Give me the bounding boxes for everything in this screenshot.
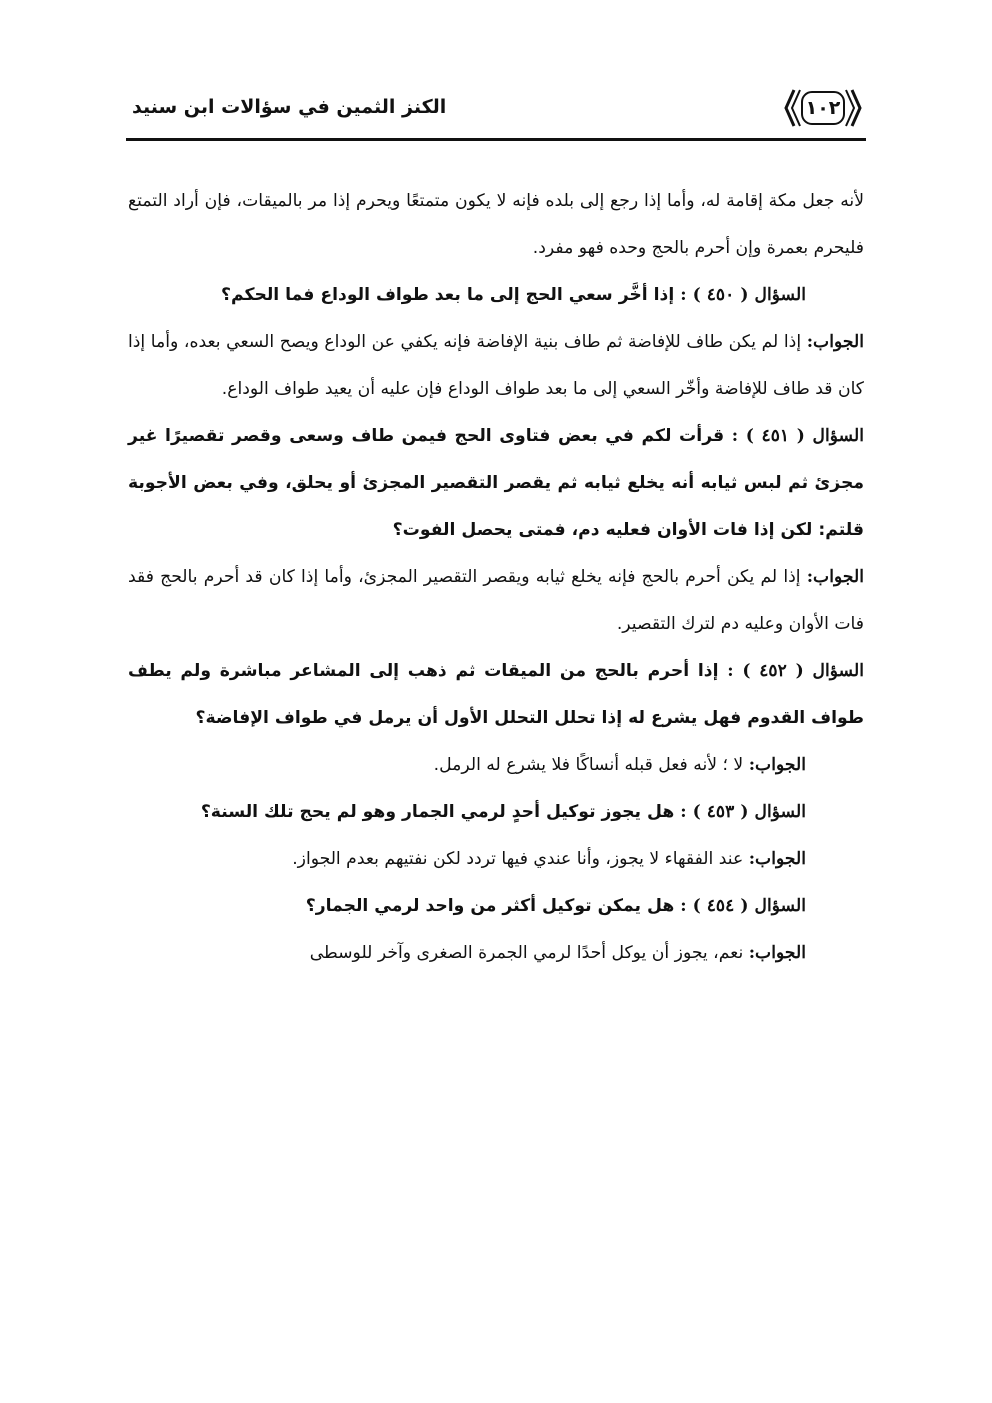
body-paragraph — [128, 178, 864, 272]
question-text: إذا أحرم بالحج من الميقات ثم ذهب إلى المشاعر مباشرة ولم يطف طواف القدوم فهل يشرع له إذا تحلل التحلل الأول أن يرمل في طواف الإفاضة؟ — [128, 661, 864, 728]
answer-text: إذا لم يكن طاف للإفاضة ثم طاف بنية الإفاضة فإنه يكفي عن الوداع ويصح السعي بعده، وأما إذا كان قد طاف للإفاضة وأخّر السعي إلى ما بعد طواف الوداع فإن عليه أن يعيد طواف الوداع. — [128, 332, 864, 399]
answer-454 — [128, 930, 864, 977]
header-divider — [126, 138, 866, 141]
question-text: هل يجوز توكيل أحدٍ لرمي الجمار وهو لم يحج تلك السنة؟ — [200, 802, 675, 822]
page-header — [126, 82, 866, 142]
page-content — [128, 178, 864, 977]
answer-label: الجواب: — [806, 332, 864, 352]
answer-text: نعم، يجوز أن يوكل أحدًا لرمي الجمرة الصغرى وآخر للوسطى — [309, 943, 744, 963]
page-number-frame — [780, 86, 866, 130]
answer-label: الجواب: — [748, 849, 806, 869]
answer-text: عند الفقهاء لا يجوز، وأنا عندي فيها تردد لكن نفتيهم بعدم الجواز. — [292, 849, 744, 869]
question-text: قرأت لكم في بعض فتاوى الحج فيمن طاف وسعى وقصر تقصيرًا غير مجزئ ثم لبس ثيابه أنه يخلع ثيابه ثم يقصر التقصير المجزئ أو يحلق، وفي بعض الأجوبة قلتم: لكن إذا فات الأوان فعليه دم، فمتى يحصل الفوت؟ — [128, 426, 864, 540]
question-454 — [128, 883, 864, 930]
answer-text: لا ؛ لأنه فعل قبله أنساكًا فلا يشرع له الرمل. — [433, 755, 744, 775]
question-text: هل يمكن توكيل أكثر من واحد لرمي الجمار؟ — [305, 896, 675, 916]
question-label: السؤال ( ٤٥٠ ) : — [680, 285, 806, 305]
question-label: السؤال ( ٤٥٣ ) : — [680, 802, 806, 822]
running-title: الكنز الثمين في سؤالات ابن سنيد — [132, 96, 447, 118]
question-452 — [128, 648, 864, 742]
question-text: إذا أخَّر سعي الحج إلى ما بعد طواف الوداع فما الحكم؟ — [221, 285, 675, 305]
page-number: ١٠٢ — [805, 97, 841, 119]
answer-label: الجواب: — [748, 755, 806, 775]
question-label: السؤال ( ٤٥٤ ) : — [680, 896, 806, 916]
question-450 — [128, 272, 864, 319]
answer-453 — [128, 836, 864, 883]
answer-text: إذا لم يكن أحرم بالحج فإنه يخلع ثيابه ويقصر التقصير المجزئ، وأما إذا كان قد أحرم بالحج فقد فات الأوان وعليه دم لترك التقصير. — [128, 567, 864, 634]
answer-450 — [128, 319, 864, 413]
paragraph-text: لأنه جعل مكة إقامة له، وأما إذا رجع إلى بلده فإنه لا يكون متمتعًا ويحرم إذا مر بالميقات، فإن أراد التمتع فليحرم بعمرة وإن أحرم بالحج وحده فهو مفرد. — [128, 191, 864, 258]
question-label: السؤال ( ٤٥١ ) : — [731, 426, 865, 446]
answer-451 — [128, 554, 864, 648]
question-label: السؤال ( ٤٥٢ ) : — [727, 661, 864, 681]
question-453 — [128, 789, 864, 836]
answer-label: الجواب: — [748, 943, 806, 963]
answer-452 — [128, 742, 864, 789]
question-451 — [128, 413, 864, 554]
answer-label: الجواب: — [806, 567, 864, 587]
